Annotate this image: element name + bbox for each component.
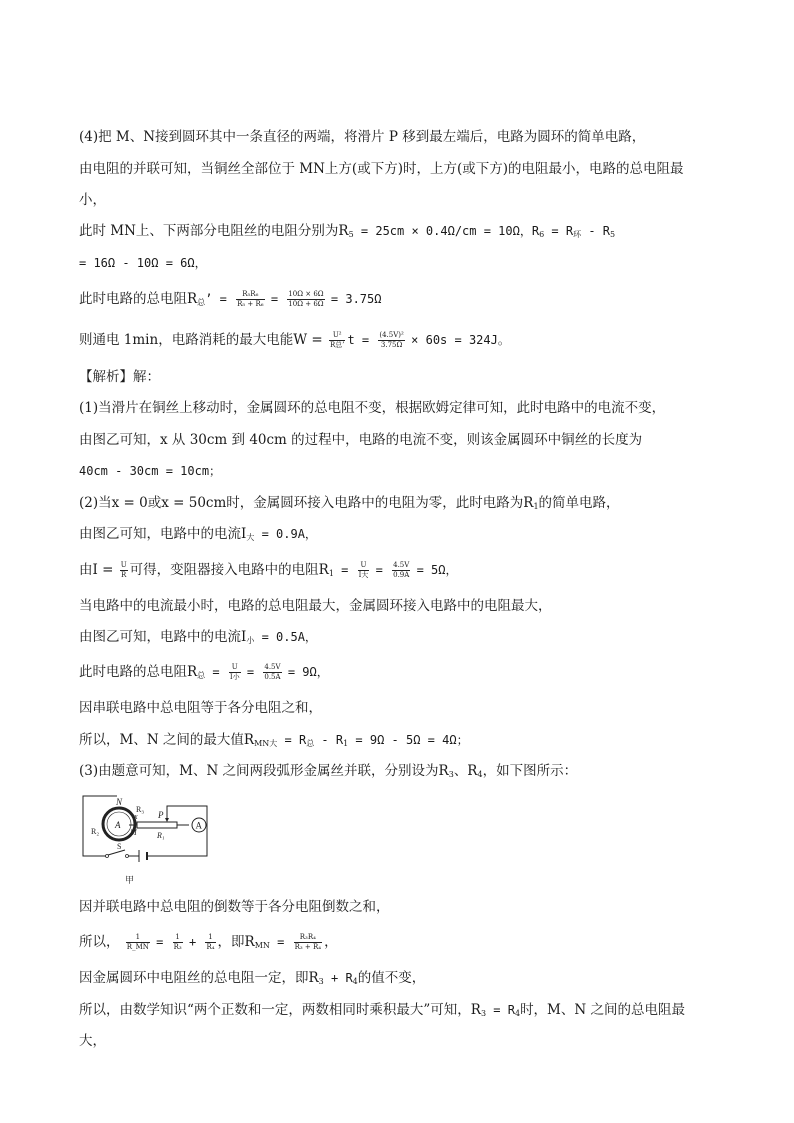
label-n: N xyxy=(116,797,123,807)
fraction: $\frac{\text{R₅R₆}}{\text{R₅ + R₆}}$ xyxy=(237,290,264,308)
slider-p xyxy=(165,818,169,822)
switch-contact xyxy=(126,855,129,858)
text-line: 所以， $\frac{1}{R\_MN}$ = $\frac{1}{\text{R₃}}$ + $\frac{1}{\text{R₄}}$ ，即$R_{MN}$ = $\frac{\text{R₃R₄}}{\text{R₃ + R₄}}$ ， xyxy=(79,933,338,951)
text-line: 大， xyxy=(79,1033,106,1049)
label-r1: R₁ xyxy=(157,831,165,840)
text-line: (4)把 M、N接到圆环其中一条直径的两端，将滑片 P 移到最左端后，电路为圆环的简单电路， xyxy=(79,129,646,145)
ammeter-label: A xyxy=(195,820,202,831)
circuit-svg xyxy=(79,790,214,890)
text-line: 此时电路的总电阻$R_总$’ = $\frac{\text{R₅R₆}}{\text{R₅ + R₆}}$ = $\frac{10\Omega \times 6\Omega}{10\Omega + 6\Omega}$ = 3.75Ω xyxy=(79,290,382,308)
fraction: $\frac{1}{\text{R₄}}$ xyxy=(206,933,215,951)
text-line: 因串联电路中总电阻等于各分电阻之和， xyxy=(79,700,322,716)
fraction: $\frac{1}{\text{R₃}}$ xyxy=(173,933,182,951)
text-line: (2)当x = 0或x = 50cm时，金属圆环接入电路中的电阻为零，此时电路为$R_1$的简单电路， xyxy=(79,495,620,511)
label-s: S xyxy=(117,842,122,851)
label-x: x xyxy=(134,812,138,821)
fraction: $\frac{1}{R\_MN}$ xyxy=(126,933,149,951)
fraction: $\frac{\text{(4.5V)²}}{3.75\Omega}$ xyxy=(379,331,404,349)
label-r2: R₂ xyxy=(91,827,100,836)
text-line: 此时 MN上、下两部分电阻丝的电阻分别为$R_5 = 25cm \times 0.4\Omega/cm = 10\Omega$，$R_6 = R_环 - R_5$ xyxy=(79,223,616,239)
text-line: 由I = $\frac{U}{R}$ 可得，变阻器接入电路中的电阻$R_1$ = $\frac{U}{\text{I大}}$ = $\frac{4.5V}{0.9A}$ = 5Ω， xyxy=(79,561,458,579)
rheostat-r1 xyxy=(137,822,177,828)
fraction: $\frac{U}{R}$ xyxy=(120,561,127,579)
text-line: 由图乙可知，电路中的电流$I_小 = 0.5A$， xyxy=(79,629,317,645)
text-line: 由图乙可知，电路中的电流$I_大 = 0.9A$， xyxy=(79,526,317,542)
text-line: 则通电 1min，电路消耗的最大电能W = $\frac{\text{U²}}{\text{R总’}}$ t = $\frac{\text{(4.5V)²}}{3.75\Omega}$ × 60s = 324J。 xyxy=(79,331,510,349)
text-line: = 16Ω - 10Ω = 6Ω， xyxy=(79,256,207,270)
text-line: 当电路中的电流最小时，电路的总电阻最大，金属圆环接入电路中的电阻最大， xyxy=(79,598,552,614)
fraction: $\frac{U}{\text{I小}}$ xyxy=(229,663,240,681)
fraction: $\frac{10\Omega \times 6\Omega}{10\Omega + 6\Omega}$ xyxy=(288,290,324,308)
fraction: $\frac{U}{\text{I大}}$ xyxy=(358,561,369,579)
section-heading: 【解析】解： xyxy=(79,369,160,385)
text-line: 由电阻的并联可知，当铜丝全部位于 MN上方(或下方)时，上方(或下方)的电阻最小，电路的总电阻最 xyxy=(79,161,684,177)
text-line: 40cm - 30cm = 10cm； xyxy=(79,464,222,478)
text-line: (3)由题意可知，M、N 之间两段弧形金属丝并联，分别设为$R_3$、$R_4$，如下图所示： xyxy=(79,763,578,779)
label-p: P xyxy=(158,810,164,820)
text-line: 因并联电路中总电阻的倒数等于各分电阻倒数之和， xyxy=(79,899,390,915)
label-a: A xyxy=(115,820,121,830)
text-line: 所以，M、N 之间的最大值$R_{MN大} = R_总 - R_1 = 9\Omega - 5\Omega = 4\Omega$； xyxy=(79,732,469,748)
text-line: 此时电路的总电阻$R_总$ = $\frac{U}{\text{I小}}$ = $\frac{4.5V}{0.5A}$ = 9Ω， xyxy=(79,663,329,681)
fraction: $\frac{\text{U²}}{\text{R总’}}$ xyxy=(329,331,345,349)
text-line: 所以，由数学知识“两个正数和一定，两数相同时乘积最大”可知，$R_3 = R_4$时，M、N 之间的总电阻最 xyxy=(79,1002,685,1018)
fraction: $\frac{4.5V}{0.9A}$ xyxy=(393,561,410,579)
label-m: M xyxy=(130,828,137,837)
text-line: 由图乙可知，x 从 30cm 到 40cm 的过程中，电路的电流不变，则该金属圆环中铜丝的长度为 xyxy=(79,432,643,448)
text-line: 小， xyxy=(79,192,106,208)
fraction: $\frac{4.5V}{0.5A}$ xyxy=(264,663,281,681)
figure-caption: 甲 xyxy=(125,875,135,885)
text-line: (1)当滑片在铜丝上移动时，金属圆环的总电阻不变，根据欧姆定律可知，此时电路中的电流不变， xyxy=(79,400,666,416)
label-r3: R₃ xyxy=(136,805,145,814)
text-line: 因金属圆环中电阻丝的总电阻一定，即$R_3 + R_4$的值不变， xyxy=(79,970,426,986)
circuit-diagram xyxy=(79,790,214,890)
fraction: $\frac{\text{R₃R₄}}{\text{R₃ + R₄}}$ xyxy=(294,933,322,951)
